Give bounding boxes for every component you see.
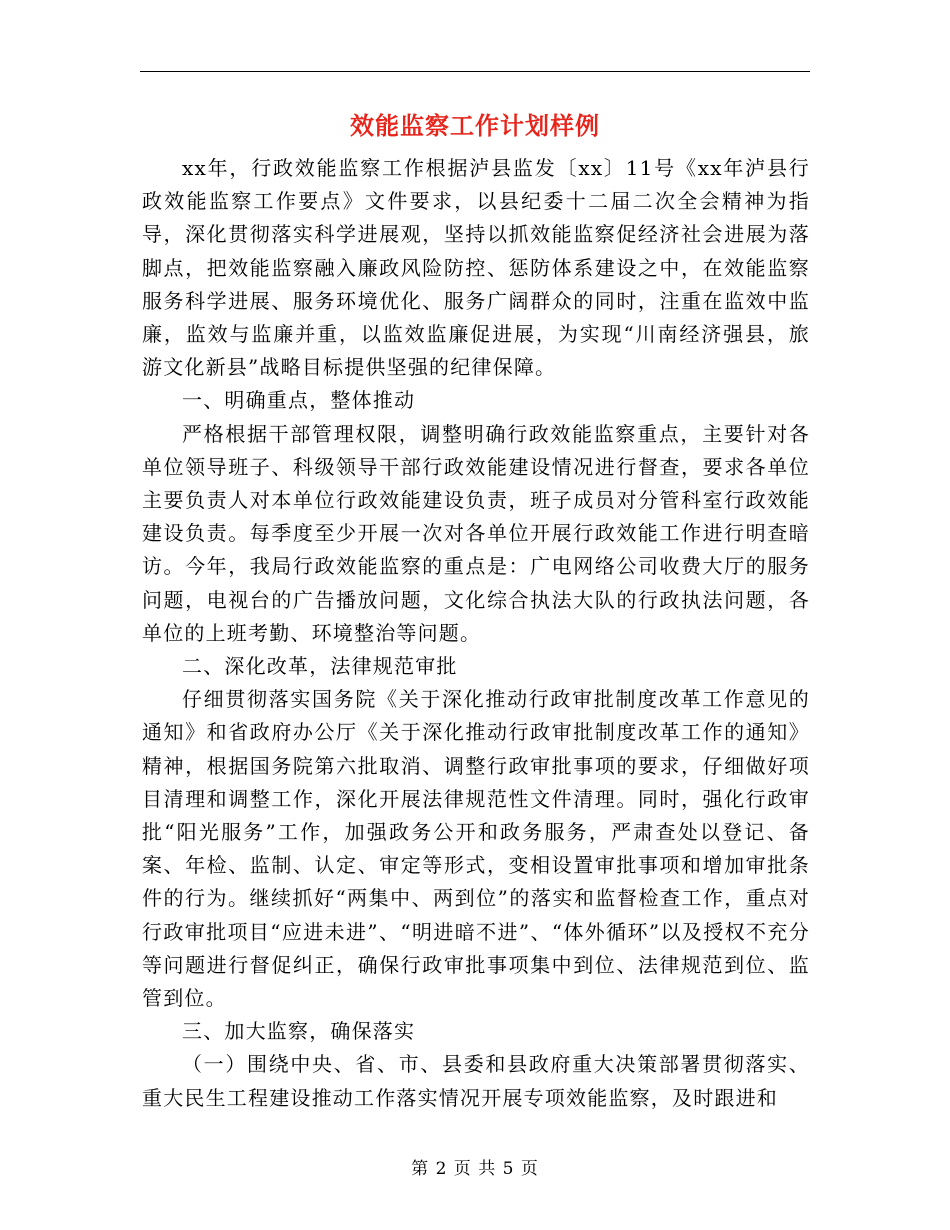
section-paragraph-1: 严格根据干部管理权限，调整明确行政效能监察重点，主要针对各单位领导班子、科级领导干部行政效能建设情况进行督查，要求各单位主要负责人对本单位行政效能建设负责，班子成员对分管科室行政效能建设负责。每季度至少开展一次对各单位开展行政效能工作进行明查暗访。今年，我局行政效能监察的重点是：广电网络公司收费大厅的服务问题，电视台的广告播放问题，文化综合执法大队的行政执法问题，各单位的上班考勤、环境整治等问题。	[142, 421, 810, 645]
section-paragraph-3: （一）围绕中央、省、市、县委和县政府重大决策部署贯彻落实、重大民生工程建设推动工作落实情况开展专项效能监察，及时跟进和	[142, 1052, 810, 1110]
section-heading-2: 二、深化改革，法律规范审批	[182, 654, 458, 679]
document-body	[142, 152, 810, 1115]
document-title: 效能监察工作计划样例	[350, 111, 600, 140]
section-heading-3: 三、加大监察，确保落实	[182, 1019, 416, 1044]
header-rule	[140, 71, 810, 72]
page-number: 第 2 页 共 5 页	[411, 1159, 539, 1179]
section-paragraph-2: 仔细贯彻落实国务院《关于深化推动行政审批制度改革工作意见的通知》和省政府办公厅《关于深化推动行政审批制度改革工作的通知》精神，根据国务院第六批取消、调整行政审批事项的要求，仔细做好项目清理和调整工作，深化开展法律规范性文件清理。同时，强化行政审批“阳光服务”工作，加强政务公开和政务服务，严肃查处以登记、备案、年检、监制、认定、审定等形式，变相设置审批事项和增加审批条件的行为。继续抓好“两集中、两到位”的落实和监督检查工作，重点对行政审批项目“应进未进”、“明进暗不进”、“体外循环”以及授权不充分等问题进行督促纠正，确保行政审批事项集中到位、法律规范到位、监管到位。	[142, 687, 810, 1011]
section-heading-1: 一、明确重点，整体推动	[182, 388, 416, 413]
intro-paragraph: xx年，行政效能监察工作根据泸县监发〔xx〕11号《xx年泸县行政效能监察工作要点》文件要求，以县纪委十二届二次全会精神为指导，深化贯彻落实科学进展观，坚持以抓效能监察促经济社会进展为落脚点，把效能监察融入廉政风险防控、惩防体系建设之中，在效能监察服务科学进展、服务环境优化、服务广阔群众的同时，注重在监效中监廉，监效与监廉并重，以监效监廉促进展，为实现“川南经济强县，旅游文化新县”战略目标提供坚强的纪律保障。	[142, 156, 810, 380]
